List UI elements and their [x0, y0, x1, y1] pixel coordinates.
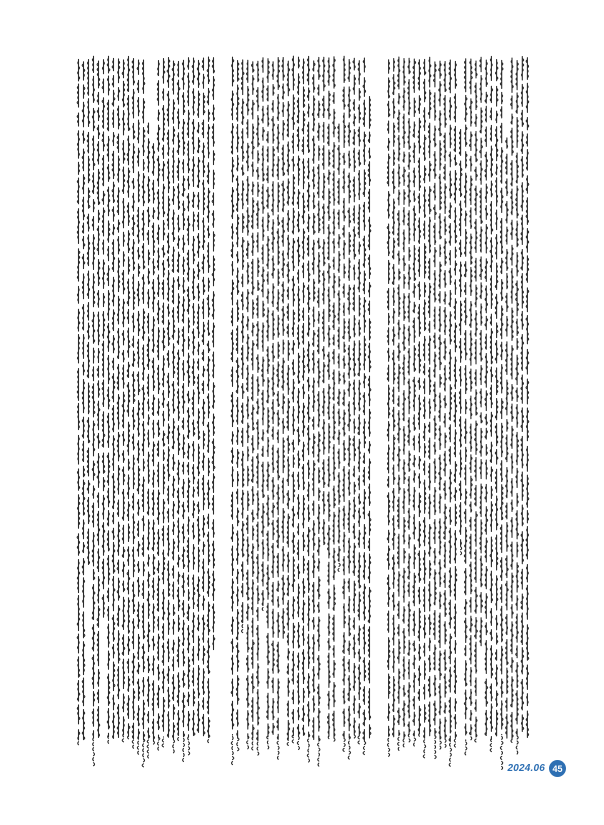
mongolian-text-middle [230, 52, 372, 742]
script-stroke [272, 62, 275, 741]
script-stroke [403, 59, 406, 747]
text-line [122, 60, 125, 742]
script-stroke [112, 58, 115, 744]
text-line [77, 59, 80, 745]
text-line [212, 58, 215, 656]
text-line [363, 58, 366, 754]
text-line [526, 58, 529, 743]
script-stroke [358, 61, 361, 744]
text-column-left [76, 52, 216, 742]
script-stroke [132, 59, 135, 749]
script-stroke [192, 58, 195, 739]
script-stroke [87, 60, 90, 569]
text-line [246, 60, 249, 749]
script-stroke [333, 57, 336, 743]
text-line [137, 60, 140, 754]
text-line [403, 59, 406, 747]
script-stroke [511, 58, 514, 745]
script-stroke [97, 61, 100, 742]
text-line [92, 56, 95, 765]
text-line [358, 61, 361, 744]
script-stroke [368, 97, 371, 743]
script-stroke [449, 60, 452, 766]
text-line [408, 58, 411, 742]
script-stroke [428, 57, 431, 741]
text-line [343, 56, 346, 751]
text-line [454, 61, 457, 747]
text-line [439, 61, 442, 749]
text-line [348, 60, 351, 760]
text-line [470, 59, 473, 741]
text-line [202, 58, 205, 740]
text-line [511, 58, 514, 745]
script-stroke [197, 60, 200, 737]
text-line [172, 61, 175, 753]
text-line [187, 58, 190, 755]
script-stroke [207, 57, 210, 743]
text-line [107, 56, 110, 743]
script-stroke [142, 60, 145, 767]
script-stroke [267, 59, 270, 749]
script-stroke [343, 56, 346, 751]
text-line [500, 60, 503, 769]
script-stroke [353, 58, 356, 740]
text-line [292, 56, 295, 743]
script-stroke [277, 58, 280, 760]
script-stroke [338, 124, 341, 571]
text-line [167, 58, 170, 742]
script-stroke [348, 60, 351, 760]
page-footer [507, 760, 566, 777]
script-stroke [398, 57, 401, 750]
text-line [157, 61, 160, 751]
text-line [97, 61, 100, 742]
text-line [117, 59, 120, 742]
text-line [142, 60, 145, 767]
script-stroke [490, 56, 493, 751]
text-line [338, 124, 341, 571]
script-stroke [292, 56, 295, 743]
script-stroke [297, 57, 300, 749]
script-stroke [147, 123, 150, 758]
script-stroke [506, 138, 509, 743]
issue-date: 2024.06 [507, 763, 545, 774]
script-stroke [167, 58, 170, 742]
text-line [297, 57, 300, 749]
text-line [413, 59, 416, 746]
text-line [322, 57, 325, 546]
script-stroke [187, 58, 190, 755]
script-stroke [162, 59, 165, 747]
text-line [197, 60, 200, 737]
text-line [287, 61, 290, 745]
text-line [192, 58, 195, 739]
text-line [480, 57, 483, 649]
script-stroke [444, 62, 447, 748]
text-line [162, 59, 165, 747]
text-line [464, 59, 467, 755]
script-stroke [287, 61, 290, 745]
script-stroke [459, 130, 462, 555]
text-line [434, 62, 437, 759]
script-stroke [439, 61, 442, 749]
text-line [521, 57, 524, 738]
text-line [398, 57, 401, 750]
text-line [312, 61, 315, 743]
text-line [418, 60, 421, 740]
text-line [475, 61, 478, 742]
text-line [267, 59, 270, 749]
script-stroke [485, 60, 488, 739]
script-stroke [475, 61, 478, 742]
script-stroke [122, 60, 125, 742]
script-stroke [387, 60, 390, 757]
script-stroke [157, 61, 160, 751]
script-stroke [82, 62, 85, 745]
script-stroke [454, 61, 457, 747]
script-stroke [526, 58, 529, 743]
script-stroke [307, 56, 310, 762]
text-line [392, 59, 395, 743]
text-line [147, 123, 150, 758]
text-line [368, 97, 371, 743]
text-line [207, 57, 210, 743]
text-line [444, 62, 447, 748]
mongolian-text-right [386, 52, 530, 742]
script-stroke [312, 61, 315, 743]
script-stroke [302, 59, 305, 739]
text-line [102, 60, 105, 622]
text-line [262, 58, 265, 611]
script-stroke [282, 58, 285, 644]
script-stroke [251, 62, 254, 750]
script-stroke [137, 60, 140, 754]
script-stroke [102, 60, 105, 622]
script-stroke [246, 60, 249, 749]
script-stroke [392, 59, 395, 743]
script-stroke [257, 61, 260, 755]
script-stroke [127, 56, 130, 741]
script-stroke [423, 59, 426, 757]
script-stroke [470, 59, 473, 741]
script-stroke [236, 61, 239, 751]
text-line [387, 60, 390, 757]
script-stroke [408, 58, 411, 742]
text-line [282, 58, 285, 644]
text-column-middle [230, 52, 372, 742]
text-line [302, 59, 305, 739]
text-line [485, 60, 488, 739]
text-line [236, 61, 239, 751]
text-line [516, 61, 519, 754]
text-line [177, 61, 180, 740]
text-line [506, 138, 509, 743]
script-stroke [500, 60, 503, 769]
script-stroke [262, 58, 265, 611]
script-stroke [182, 60, 185, 761]
text-line [182, 60, 185, 761]
script-stroke [516, 61, 519, 754]
script-stroke [172, 61, 175, 753]
script-stroke [495, 60, 498, 742]
script-stroke [521, 57, 524, 738]
text-line [423, 59, 426, 757]
text-line [277, 58, 280, 760]
text-line [333, 57, 336, 743]
script-stroke [363, 58, 366, 754]
script-stroke [231, 57, 234, 764]
script-stroke [152, 144, 155, 745]
script-stroke [434, 62, 437, 759]
text-line [328, 58, 331, 742]
text-column-right [386, 52, 530, 742]
text-line [459, 130, 462, 555]
script-stroke [322, 57, 325, 546]
text-line [257, 61, 260, 755]
text-line [127, 56, 130, 741]
script-stroke [92, 56, 95, 765]
text-line [317, 57, 320, 766]
script-stroke [107, 56, 110, 743]
text-line [307, 56, 310, 762]
text-line [490, 56, 493, 751]
script-stroke [77, 59, 80, 745]
text-line [82, 62, 85, 745]
text-line [152, 144, 155, 745]
text-line [112, 58, 115, 744]
mongolian-text-left [76, 52, 216, 742]
text-line [231, 57, 234, 764]
script-stroke [202, 58, 205, 740]
text-line [495, 60, 498, 742]
script-stroke [241, 60, 244, 633]
text-line [87, 60, 90, 569]
script-stroke [177, 61, 180, 740]
script-stroke [328, 58, 331, 742]
script-stroke [212, 58, 215, 656]
text-line [428, 57, 431, 741]
text-line [251, 62, 254, 750]
text-line [272, 62, 275, 741]
script-stroke [117, 59, 120, 742]
text-line [449, 60, 452, 766]
page-number-badge: 45 [549, 760, 566, 777]
script-stroke [413, 59, 416, 746]
text-line [241, 60, 244, 633]
script-stroke [464, 59, 467, 755]
script-stroke [418, 60, 421, 740]
text-line [353, 58, 356, 740]
script-stroke [480, 57, 483, 649]
script-stroke [317, 57, 320, 766]
text-line [132, 59, 135, 749]
